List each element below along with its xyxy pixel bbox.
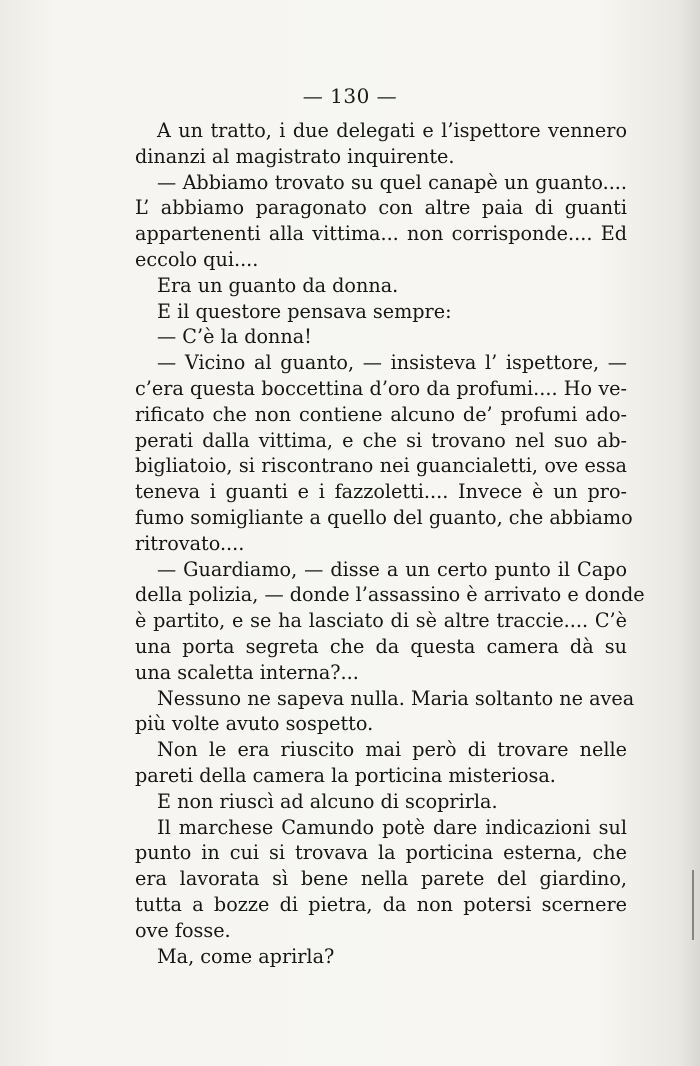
text-line: Nessuno ne sapeva nulla. Maria soltanto ne avea [157, 686, 635, 710]
text-line: tutta a bozze di pietra, da non potersi scernere [135, 892, 627, 916]
text-line: — C’è la donna! [157, 325, 312, 349]
text-line: era lavorata sì bene nella parete del giardino, [135, 867, 627, 891]
text-line: della polizia, — donde l’assassino è arrivato e donde [135, 583, 645, 607]
text-line: E non riuscì ad alcuno di scoprirla. [157, 789, 498, 813]
text-line: ove fosse. [135, 918, 231, 942]
text-line: appartenenti alla vittima... non corrisponde.... Ed [135, 222, 627, 246]
text-line: E il questore pensava sempre: [157, 299, 452, 323]
text-line: pareti della camera la porticina misteriosa. [135, 763, 556, 787]
page-number: — 130 — [302, 84, 398, 108]
text-line: ritrovato.... [135, 531, 245, 555]
text-line: — Guardiamo, — disse a un certo punto il Capo [157, 557, 627, 581]
text-line: punto in cui si trovava la porticina esterna, che [135, 841, 627, 865]
text-line: dinanzi al magistrato inquirente. [135, 144, 455, 168]
text-line: Era un guanto da donna. [157, 273, 399, 297]
text-line: — Abbiamo trovato su quel canapè un guanto.... [157, 170, 627, 194]
text-line: Non le era riuscito mai però di trovare nelle [157, 738, 627, 762]
page-edge-mark [692, 870, 694, 940]
text-line: — Vicino al guanto, — insisteva l’ ispettore, — [157, 351, 627, 375]
text-line: fumo somigliante a quello del guanto, che abbiamo [135, 505, 633, 529]
text-line: più volte avuto sospetto. [135, 712, 374, 736]
text-line: una porta segreta che da questa camera dà su [135, 634, 627, 658]
text-line: Il marchese Camundo potè dare indicazioni sul [157, 815, 627, 839]
text-line: eccolo qui.... [135, 247, 259, 271]
text-line: bigliatoio, si riscontrano nei guancialetti, ove essa [135, 454, 627, 478]
text-line: A un tratto, i due delegati e l’ispettore vennero [157, 119, 627, 142]
text-line: una scaletta interna?... [135, 660, 359, 684]
text-line: L’ abbiamo paragonato con altre paia di guanti [135, 196, 627, 220]
text-line: perati dalla vittima, e che si trovano nel suo ab- [135, 428, 627, 452]
text-line: c’era questa boccettina d’oro da profumi.... Ho ve- [135, 376, 627, 400]
text-line: rificato che non contiene alcuno de’ profumi ado- [135, 402, 627, 426]
text-line: è partito, e se ha lasciato di sè altre traccie.... C’è [135, 609, 627, 633]
text-line: teneva i guanti e i fazzoletti.... Invece è un pro- [135, 480, 627, 504]
text-line: Ma, come aprirla? [157, 944, 335, 968]
body-text [135, 118, 645, 969]
